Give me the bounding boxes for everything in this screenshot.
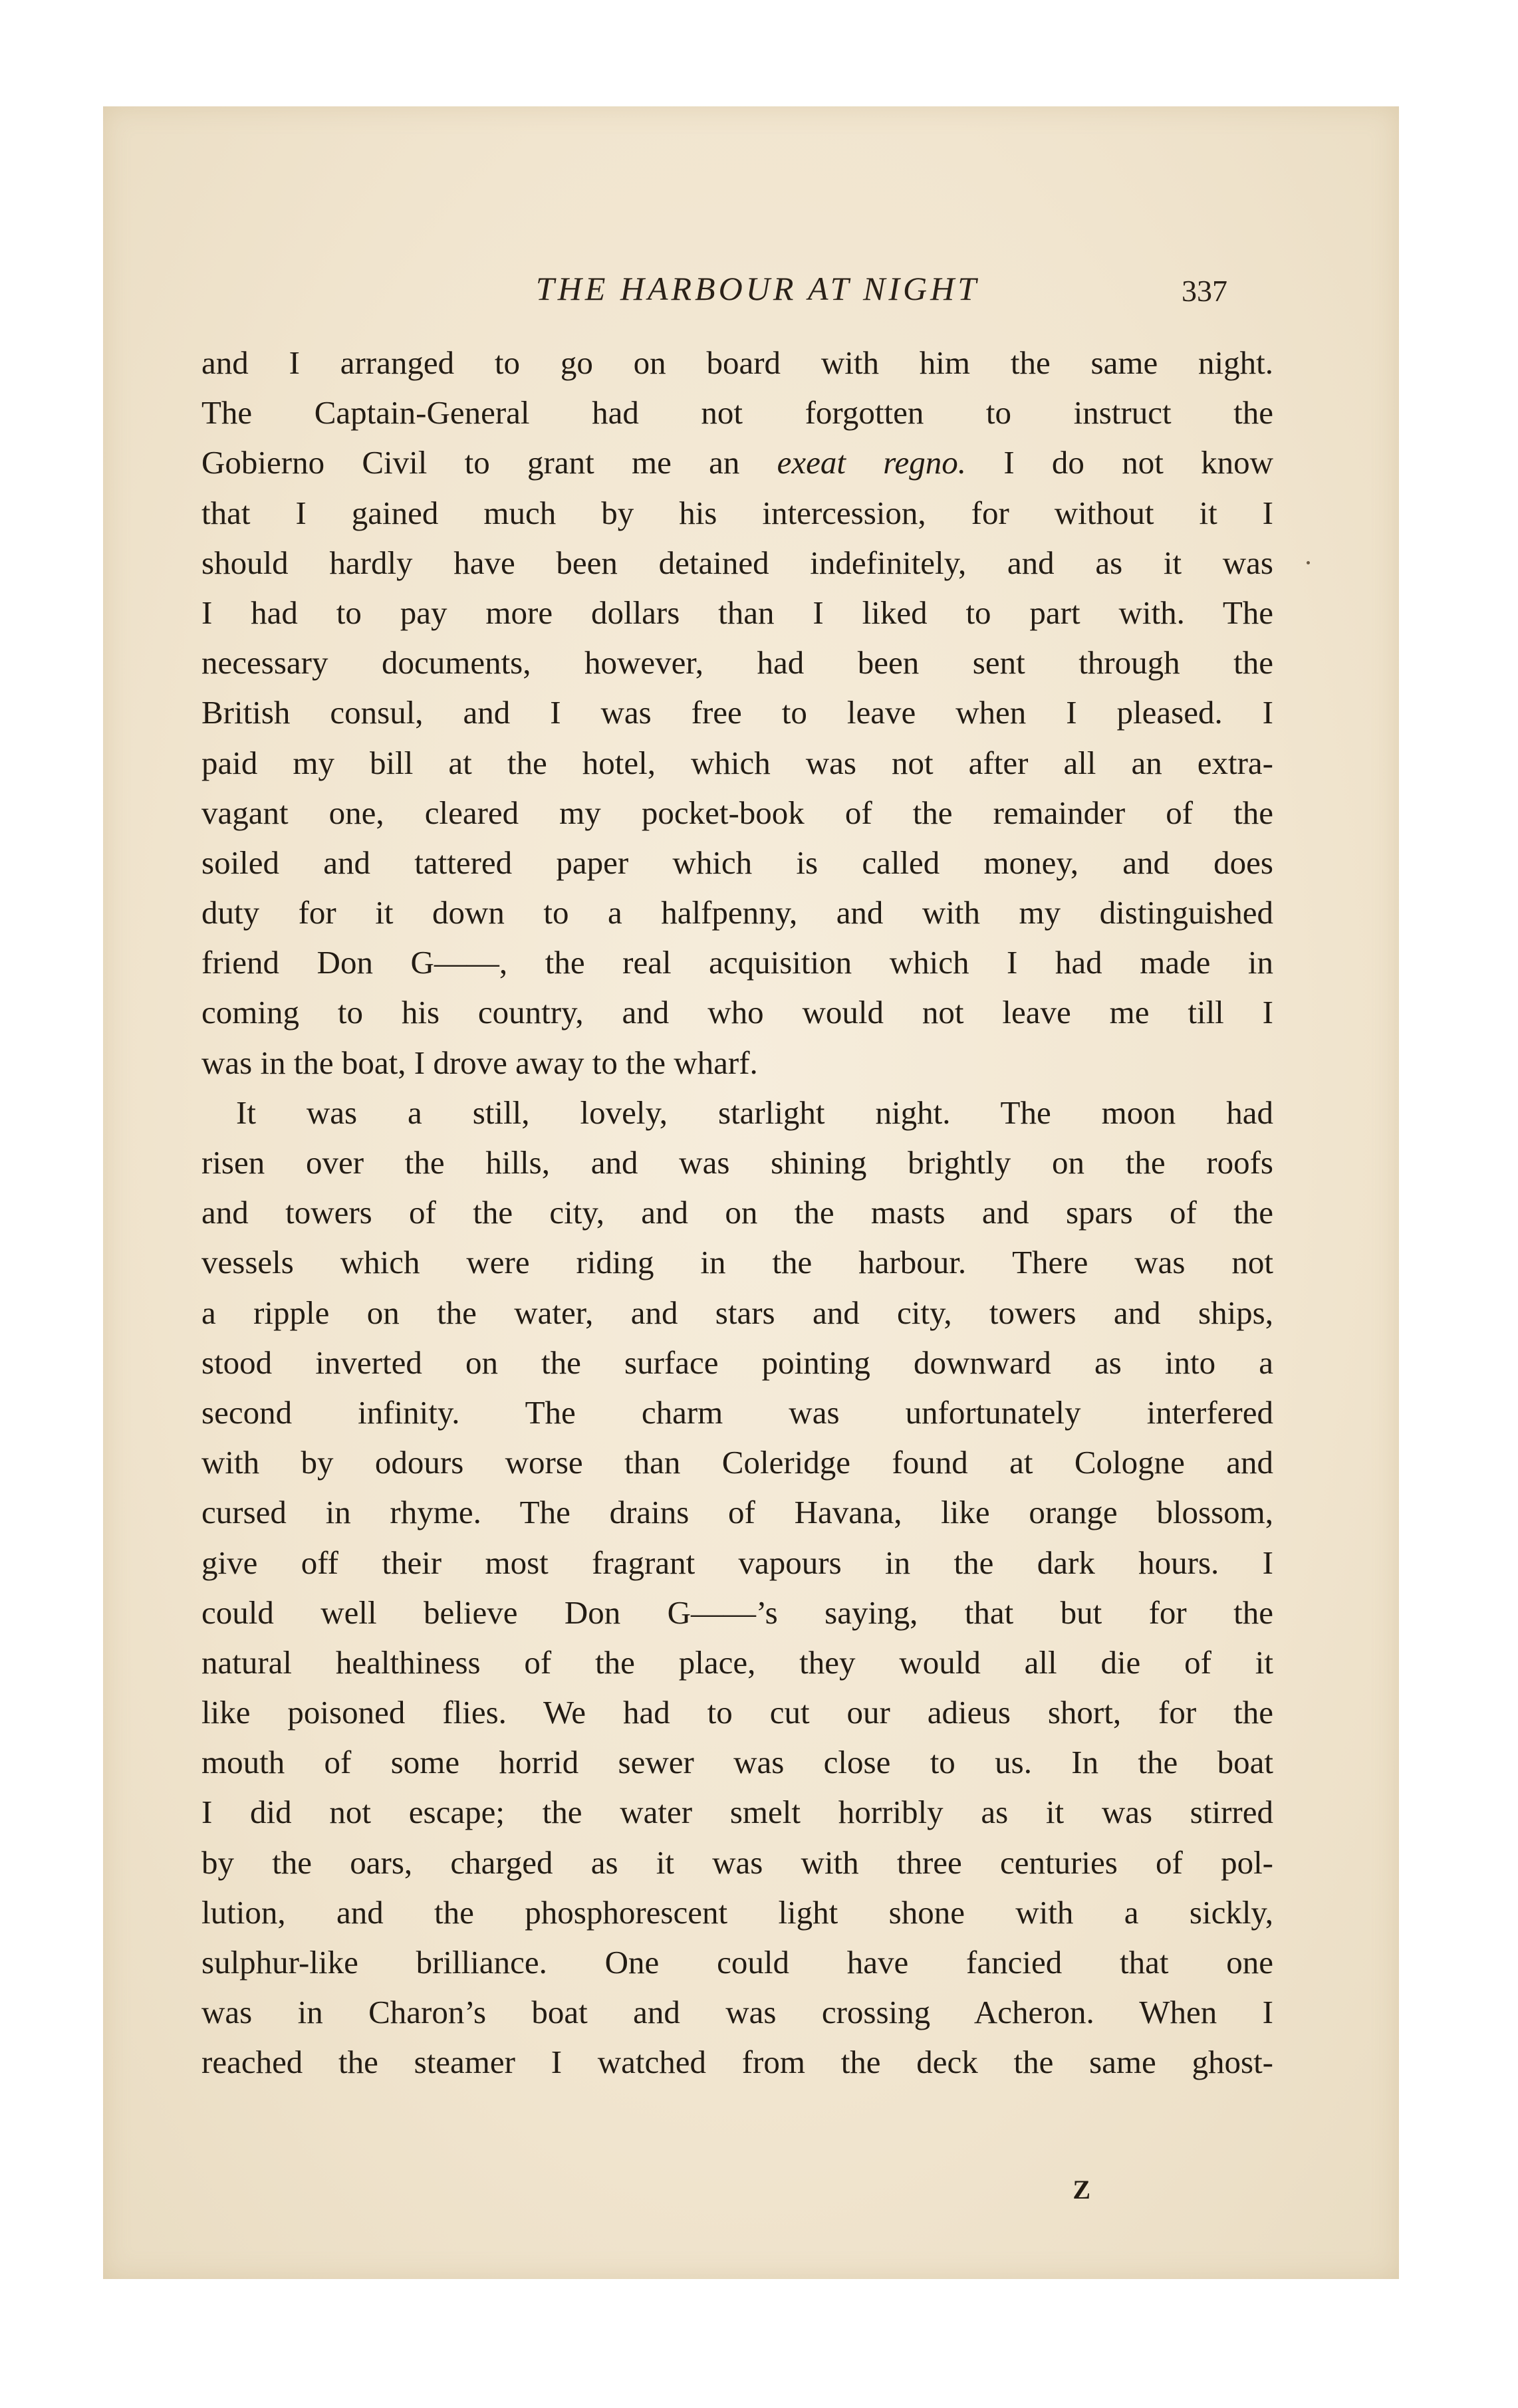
- book-page: [103, 106, 1399, 2279]
- running-title: THE HARBOUR AT NIGHT: [535, 270, 980, 307]
- text-line: second infinity. The charm was unfortunately interfered: [201, 1393, 1273, 1431]
- text-line: that I gained much by his intercession, for without it I: [201, 494, 1273, 531]
- page-number: 337: [1182, 274, 1227, 308]
- body-text: [201, 338, 1273, 2088]
- latin-phrase: exeat regno.: [777, 444, 967, 481]
- text-line: The Captain-General had not forgotten to instruct the: [201, 394, 1273, 431]
- text-line: duty for it down to a halfpenny, and with my distinguished: [201, 894, 1273, 931]
- margin-speck: [1307, 561, 1310, 564]
- text-line: with by odours worse than Coleridge found at Cologne and: [201, 1444, 1273, 1481]
- text-line: risen over the hills, and was shining brightly on the roofs: [201, 1144, 1273, 1181]
- text-line-end: I do not know: [966, 444, 1273, 481]
- text-line: like poisoned flies. We had to cut our adieus short, for the: [201, 1694, 1273, 1731]
- text-line: and I arranged to go on board with him the same night.: [201, 344, 1273, 381]
- text-line: should hardly have been detained indefinitely, and as it was: [201, 544, 1273, 581]
- signature-mark: Z: [1073, 2175, 1090, 2205]
- text-line: soiled and tattered paper which is called money, and does: [201, 844, 1273, 881]
- text-line: and towers of the city, and on the masts and spars of the: [201, 1194, 1273, 1231]
- text-line: coming to his country, and who would not leave me till I: [201, 994, 1273, 1031]
- text-line: was in Charon’s boat and was crossing Acheron. When I: [201, 1994, 1273, 2031]
- text-line: mouth of some horrid sewer was close to us. In the boat: [201, 1744, 1273, 1781]
- text-line: vessels which were riding in the harbour. There was not: [201, 1244, 1273, 1281]
- text-line: vagant one, cleared my pocket-book of the remainder of the: [201, 794, 1273, 831]
- text-line: lution, and the phosphorescent light shone with a sickly,: [201, 1893, 1273, 1931]
- text-line: I had to pay more dollars than I liked to part with. The: [201, 594, 1273, 631]
- text-line: by the oars, charged as it was with three centuries of pol-: [201, 1844, 1273, 1881]
- text-line: British consul, and I was free to leave when I pleased. I: [201, 694, 1273, 731]
- text-line: give off their most fragrant vapours in the dark hours. I: [201, 1544, 1273, 1581]
- paragraph-start-line: It was a still, lovely, starlight night. The moon had: [236, 1094, 1273, 1131]
- text-line: stood inverted on the surface pointing downward as into a: [201, 1344, 1273, 1381]
- paragraph-end-line: was in the boat, I drove away to the wharf.: [201, 1044, 758, 1081]
- text-line: a ripple on the water, and stars and city, towers and ships,: [201, 1294, 1273, 1331]
- text-line: natural healthiness of the place, they would all die of it: [201, 1643, 1273, 1681]
- text-line: could well believe Don G——’s saying, that but for the: [201, 1594, 1273, 1631]
- text-line: sulphur-like brilliance. One could have fancied that one: [201, 1944, 1273, 1981]
- text-line-start: Gobierno Civil to grant me an: [201, 444, 777, 481]
- text-line: I did not escape; the water smelt horribly as it was stirred: [201, 1794, 1273, 1831]
- text-line: friend Don G——, the real acquisition which I had made in: [201, 944, 1273, 981]
- text-line: necessary documents, however, had been sent through the: [201, 644, 1273, 681]
- text-line: [201, 437, 1273, 487]
- text-line: cursed in rhyme. The drains of Havana, like orange blossom,: [201, 1494, 1273, 1531]
- text-line: paid my bill at the hotel, which was not after all an extra-: [201, 744, 1273, 781]
- running-head: [103, 269, 1399, 316]
- text-line: reached the steamer I watched from the deck the same ghost-: [201, 2044, 1273, 2081]
